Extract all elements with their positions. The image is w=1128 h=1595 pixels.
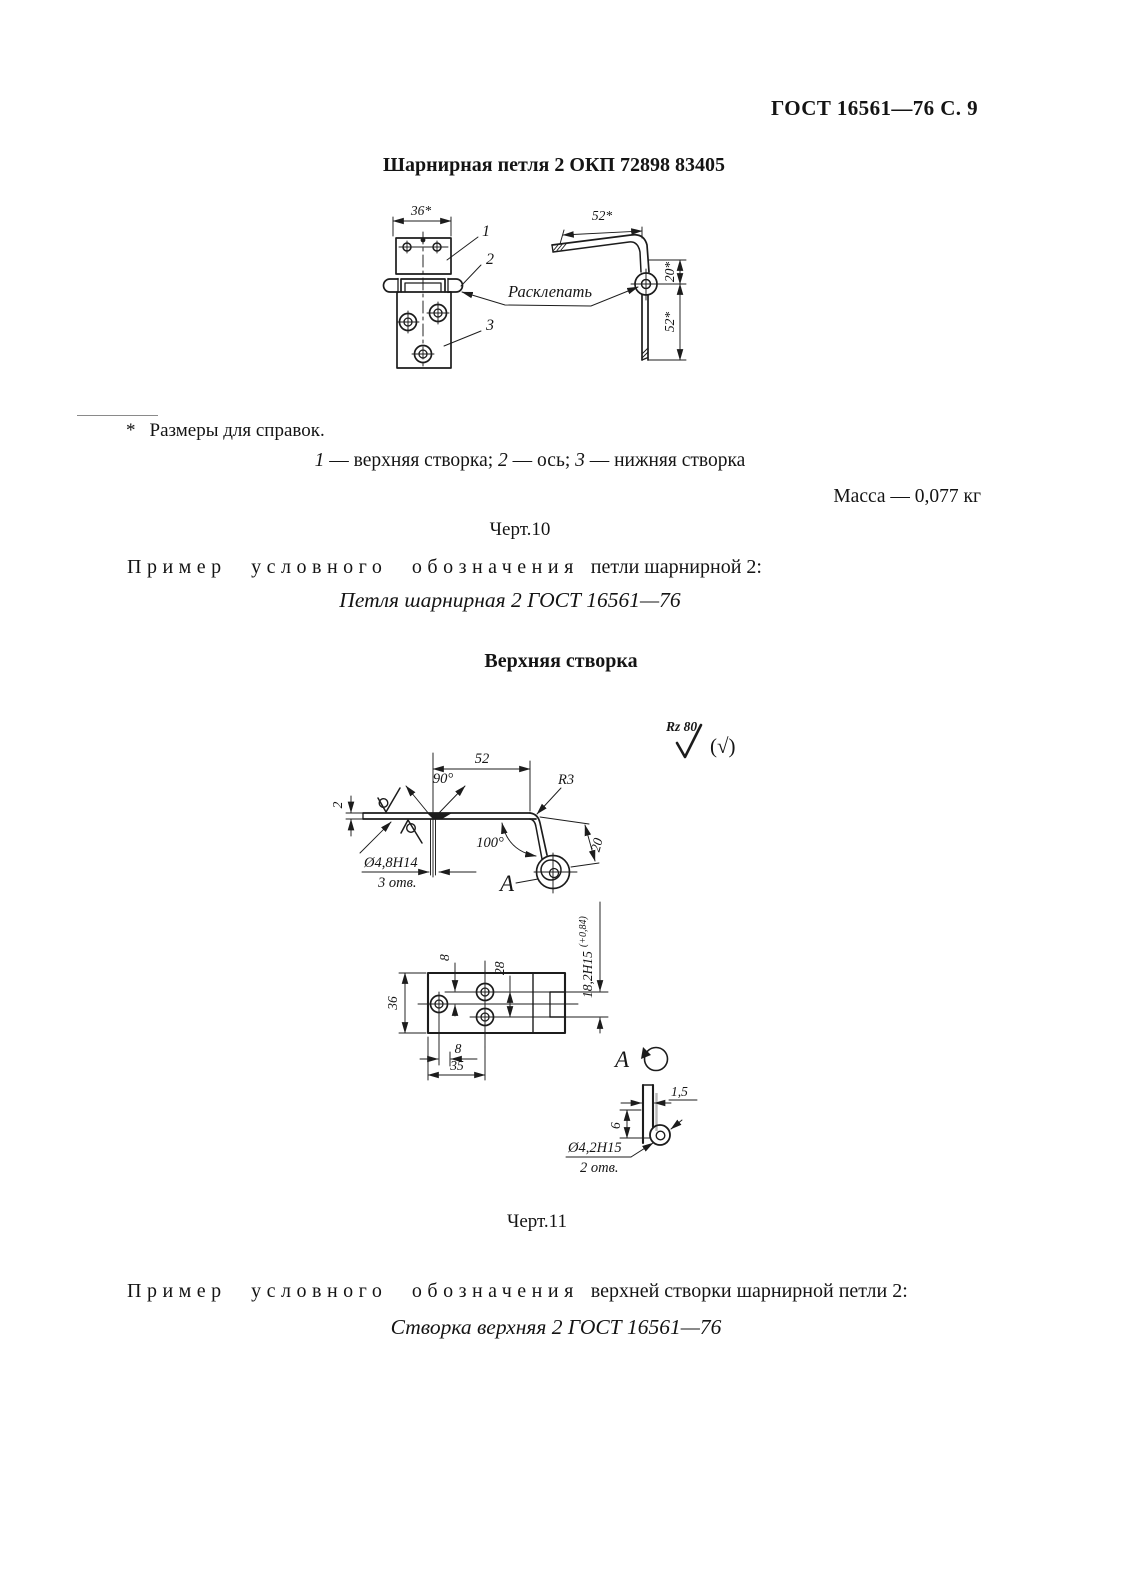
fig11-title: Верхняя створка <box>484 650 638 672</box>
fig11-dim-thickness-label: 2 <box>330 801 345 809</box>
fig10-legend <box>315 450 746 472</box>
mass-note: Масса — 0,077 кг <box>833 486 981 507</box>
fig11-note-pin-hole-qty-label: 2 отв. <box>580 1160 619 1176</box>
example10-designation: Петля шарнирная 2 ГОСТ 16561—76 <box>339 588 681 612</box>
fig10-dim-width-label: 36* <box>410 203 432 218</box>
fig11-dim-slot-tol-label: (+0,84) <box>578 916 589 948</box>
fig11-view-a-label: А <box>500 871 515 896</box>
fig11-angle-bend-label: 100° <box>476 835 504 851</box>
fig10-dim-offset-label: 20* <box>662 261 677 283</box>
fig10-callout-2: 2 <box>486 251 494 268</box>
fig10-rivet-note <box>462 282 638 306</box>
fig10-callout-3: 3 <box>486 317 494 334</box>
footnote-rule <box>77 415 158 416</box>
legend-num-3: 3 <box>575 450 585 471</box>
footnote-text: Размеры для справок. <box>149 420 325 441</box>
fig10-hinge-drawing <box>355 192 695 392</box>
fig11-roughness <box>665 719 736 758</box>
fig11-detail-a-label: А <box>615 1047 630 1072</box>
fig11-dim-hole-offset-y-label: 8 <box>437 954 452 961</box>
fig10-dim-flange-label: 52* <box>591 208 613 223</box>
fig11-dim-hole-offset-x-label: 8 <box>454 1041 462 1056</box>
legend-text-1: — верхняя створка; <box>324 450 499 471</box>
fig10-rivet-note-label: Расклепать <box>508 282 592 301</box>
fig11-note-hole-qty-label: 3 отв. <box>378 875 417 891</box>
legend-num-2: 2 <box>498 450 508 471</box>
fig11-dim-lip-label: 1,5 <box>671 1084 688 1099</box>
fig11-note-hole-label: Ø4,8H14 <box>364 855 418 871</box>
fig11-dim-lip-height-label: 6 <box>608 1122 623 1129</box>
fig11-dim-holes-span-label: 28 <box>492 961 507 975</box>
fig10-title: Шарнирная петля 2 ОКП 72898 83405 <box>383 154 725 176</box>
curl-knuckle <box>534 853 577 893</box>
example11-line <box>127 1280 908 1303</box>
example10-line <box>127 556 762 579</box>
fig11-detail-view-a <box>566 1047 697 1176</box>
roughness-symbol-top <box>378 788 400 812</box>
svg-text:18,2H15 (+0,84) <box>578 916 596 998</box>
example10-tail: петли шарнирной 2: <box>590 556 762 578</box>
example11-designation: Створка верхняя 2 ГОСТ 16561—76 <box>390 1315 722 1339</box>
fig11-plan-view <box>385 954 608 1080</box>
fig11-radius-label: R3 <box>558 772 575 788</box>
footnote-star: * <box>126 420 136 441</box>
fig11-note-pin-hole-label: Ø4,2H15 <box>568 1140 622 1156</box>
fig10-caption: Черт.10 <box>489 519 551 540</box>
fig11-dim-plate-width-label: 36 <box>385 996 400 1010</box>
legend-num-1: 1 <box>314 450 325 471</box>
page-header: ГОСТ 16561—76 С. 9 <box>771 96 978 120</box>
fig11-dim-slot-label: 18,2H15 <box>580 951 595 998</box>
roughness-alt-label: (√) <box>710 734 736 758</box>
fig11-upper-leaf-drawing <box>330 695 830 1195</box>
fig10-callout-1: 1 <box>482 223 490 240</box>
roughness-symbol-bottom <box>401 820 422 843</box>
fig11-slot-dimension <box>578 902 600 1033</box>
example10-lead: Пример условного обозначения <box>127 556 579 578</box>
plan-holes <box>431 984 494 1026</box>
example11-tail: верхней створки шарнирной петли 2: <box>590 1280 908 1302</box>
fig10-dim-height-label: 52* <box>662 311 677 333</box>
fig10-front-view <box>384 203 495 370</box>
fig11-dim-hole-x-label: 35 <box>450 1058 464 1073</box>
example11-lead: Пример условного обозначения <box>127 1280 579 1302</box>
legend-text-2: — ось; <box>507 450 576 471</box>
fig11-dim-length-label: 52 <box>474 751 490 767</box>
footnote <box>126 420 325 442</box>
fig11-caption: Черт.11 <box>507 1211 567 1232</box>
rotated-view-icon <box>641 1047 668 1071</box>
fig11-dim-drop-label: 20 <box>587 836 606 854</box>
roughness-label: Rz 80 <box>666 719 698 734</box>
fig11-profile-view <box>330 751 606 896</box>
legend-text-3: — нижняя створка <box>584 450 746 471</box>
countersink-section <box>427 813 452 819</box>
fig11-angle-countersink-label: 90° <box>432 771 454 787</box>
